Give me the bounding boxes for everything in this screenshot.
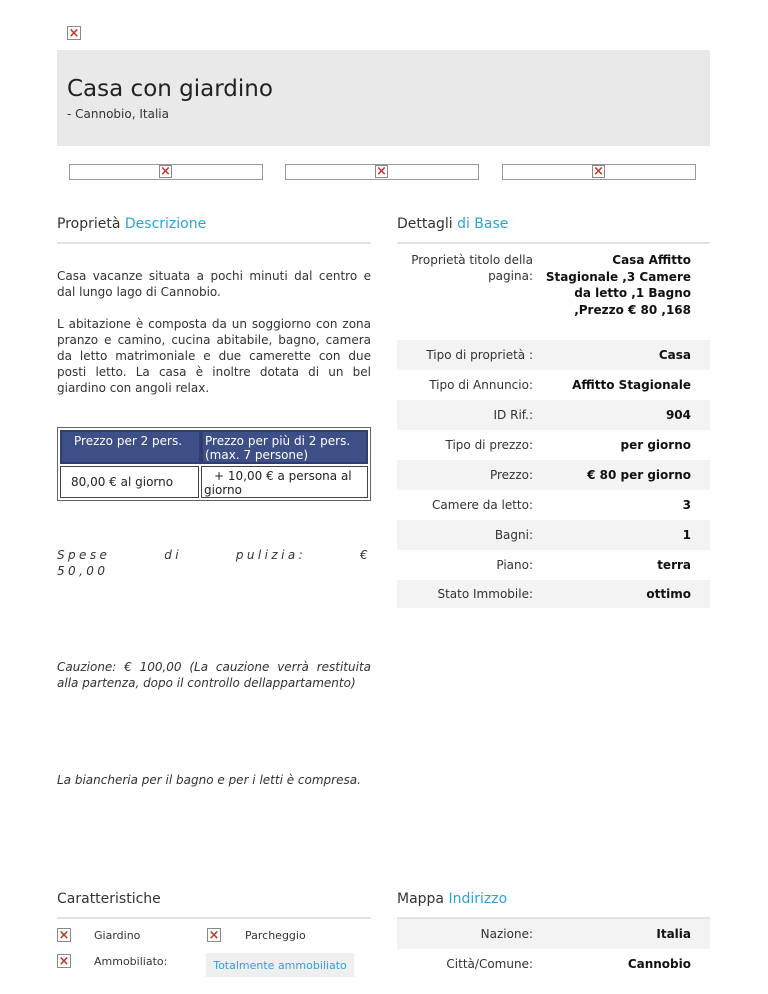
detail-label: Tipo di prezzo:: [445, 438, 533, 452]
feature-parking: Parcheggio: [245, 929, 306, 942]
section-title-plain: Mappa: [397, 891, 445, 907]
address-row-city: [397, 949, 710, 979]
detail-label: Tipo di Annuncio:: [429, 378, 533, 392]
page-title: Casa con giardino: [67, 76, 273, 102]
price-header-2-persons: Prezzo per 2 pers.: [60, 430, 201, 464]
detail-value: 904: [665, 408, 691, 422]
linen-info: La biancheria per il bagno e per i letti è compresa.: [57, 773, 361, 787]
detail-value: Casa Affitto Stagionale ,3 Camere da letto ,1 Bagno ,Prezzo € 80 ,168: [545, 253, 691, 317]
detail-row-ref-id: [397, 400, 710, 430]
deposit-info: Cauzione: € 100,00 (La cauzione verrà restituita alla partenza, dopo il controllo dellappartamento): [57, 660, 371, 690]
furnished-value-badge: Totalmente ammobiliato: [206, 953, 354, 977]
feature-garden: Giardino: [94, 929, 141, 942]
section-title-accent: Indirizzo: [448, 891, 508, 907]
gallery-thumbnail-3[interactable]: [502, 164, 696, 180]
broken-image-icon: [375, 165, 388, 178]
detail-row-page-title: [397, 246, 710, 340]
detail-label: Tipo di proprietà :: [426, 348, 533, 362]
price-table: [57, 427, 371, 501]
broken-image-icon: [592, 165, 605, 178]
detail-value: € 80 per giorno: [587, 468, 691, 482]
details-section-title: [397, 216, 508, 232]
detail-label: Proprietà titolo della pagina:: [411, 253, 533, 283]
detail-row-bedrooms: [397, 490, 710, 520]
detail-value: 1: [682, 528, 691, 542]
detail-label: Piano:: [496, 558, 533, 572]
logo-broken-image-icon: [67, 26, 81, 40]
detail-label: Stato Immobile:: [437, 587, 533, 601]
feature-check-icon: [207, 928, 221, 942]
detail-row-listing-type: [397, 370, 710, 400]
description-paragraph-1: Casa vacanze situata a pochi minuti dal centro e dal lungo lago di Cannobio.: [57, 269, 371, 299]
section-title-accent: Descrizione: [124, 216, 207, 232]
detail-row-condition: [397, 580, 710, 608]
gallery-thumbnail-1[interactable]: [69, 164, 263, 180]
map-section-title: [397, 891, 507, 907]
detail-label: Città/Comune:: [446, 957, 533, 971]
gallery-thumbnail-2[interactable]: [285, 164, 479, 180]
detail-label: ID Rif.:: [493, 408, 533, 422]
detail-value: terra: [657, 558, 691, 572]
detail-row-floor: [397, 550, 710, 580]
detail-label: Bagni:: [494, 528, 533, 542]
detail-row-property-type: [397, 340, 710, 370]
section-title-plain: Dettagli: [397, 216, 453, 232]
features-section-title: Caratteristiche: [57, 891, 161, 907]
detail-label: Camere da letto:: [432, 498, 533, 512]
description-paragraph-2: L abitazione è composta da un soggiorno con zona pranzo e camino, cucina abitabile, bagno, camera da letto matrimoniale e due camerette con due posti letto. La casa è inoltre dotata di un bel giardino con angoli relax.: [57, 317, 371, 395]
detail-value: per giorno: [620, 438, 691, 452]
detail-label: Prezzo:: [489, 468, 533, 482]
feature-furnished-label: Ammobiliato:: [94, 955, 168, 968]
section-divider: [397, 242, 710, 244]
broken-image-icon: [159, 165, 172, 178]
property-hero: [57, 50, 710, 146]
description-section-title: [57, 216, 206, 232]
section-divider: [57, 917, 371, 919]
property-location: - Cannobio, Italia: [67, 107, 169, 121]
section-title-plain: Proprietà: [57, 216, 121, 232]
detail-value: Cannobio: [627, 957, 691, 971]
price-value-more-persons: + 10,00 € a persona al giorno: [201, 466, 368, 498]
detail-value: Italia: [656, 927, 691, 941]
detail-value: Casa: [658, 348, 691, 362]
detail-value: 3: [682, 498, 691, 512]
price-header-more-persons: Prezzo per più di 2 pers. (max. 7 persone): [201, 430, 368, 464]
section-title-accent: di Base: [457, 216, 509, 232]
detail-value: ottimo: [646, 587, 691, 601]
feature-check-icon: [57, 928, 71, 942]
detail-label: Nazione:: [480, 927, 533, 941]
price-value-2-persons: 80,00 € al giorno: [60, 466, 199, 498]
detail-value: Affitto Stagionale: [572, 378, 691, 392]
section-divider: [57, 242, 371, 244]
detail-row-bathrooms: [397, 520, 710, 550]
cleaning-fee: Spese di pulizia: € 50,00: [57, 548, 371, 578]
detail-row-price-type: [397, 430, 710, 460]
feature-check-icon: [57, 954, 71, 968]
address-row-country: [397, 919, 710, 949]
detail-row-price: [397, 460, 710, 490]
